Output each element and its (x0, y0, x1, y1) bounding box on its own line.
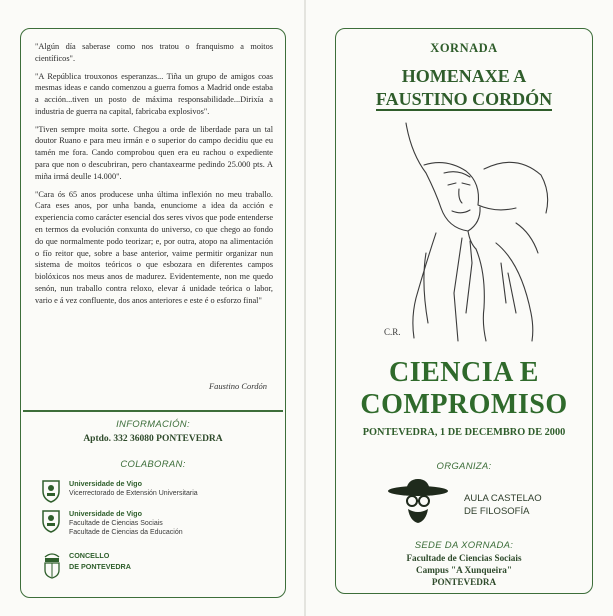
info-address: Aptdo. 332 36080 PONTEVEDRA (83, 434, 223, 444)
event-date: PONTEVEDRA, 1 DE DECEMBRO DE 2000 (362, 427, 566, 438)
quotes-block (35, 41, 273, 312)
collaborator-1-line-1: Vicerrectorado de Extensión Universitaria (69, 489, 198, 497)
venue-address (336, 553, 592, 588)
organizer-line-2: DE FILOSOFÍA (464, 505, 530, 517)
right-panel (335, 28, 593, 594)
collaborator-3-name: CONCELLO (69, 551, 110, 560)
collaborator-2-line-2: Facultade de Ciencias da Educación (69, 528, 183, 536)
page-fold (304, 0, 306, 616)
collaborator-1-name: Universidade de Vigo (69, 479, 142, 488)
venue-line-2: Campus "A Xunqueira" (416, 564, 512, 575)
organizer-label: ORGANIZA: (436, 461, 492, 472)
event-label: XORNADA (430, 41, 498, 55)
homage-title (336, 65, 592, 110)
castelao-hat-icon (386, 477, 450, 527)
quote-1: "Algún día saberase como nos tratou o franquismo a moitos científicos". (35, 42, 273, 63)
venue-label: SEDE DA XORNADA: (414, 540, 514, 551)
main-title (336, 357, 592, 421)
main-title-line-2: COMPROMISO (360, 388, 568, 420)
info-label: INFORMACIÓN: (116, 419, 190, 430)
quote-signature: Faustino Cordón (208, 381, 267, 391)
collaborator-3 (69, 551, 131, 573)
collaborator-2-line-1: Facultade de Ciencias Sociais (69, 519, 163, 527)
main-title-line-1: CIENCIA E (389, 357, 539, 388)
venue-line-1: Facultade de Ciencias Sociais (406, 553, 522, 563)
left-panel (20, 28, 286, 598)
collaborator-2 (69, 509, 183, 537)
venue-line-3: PONTEVEDRA (431, 576, 497, 587)
university-shield-icon (41, 479, 61, 503)
portrait-sketch (366, 113, 566, 343)
homage-line-1: HOMENAXE A (401, 66, 527, 86)
collaborator-1 (69, 479, 198, 499)
quote-4: "Cara ós 65 anos producese unha última inflexión no meu traballo. Cara eses anos, por unha banda, enunciome a idea da acción e experiencia como carácter esencial dos seres vivos que pode entenderse en termos da evolución conxunta do universo, co que chego ao fondo do que normalmente podo teorizar; e, por outra, atopo na alimentación o fío reitor que, sobre a base anterior, vaime permitir organizar nun sistema de moitos teóricos o que esbozara en diferentes campos biolóxicos nos meus anos de madurez. Evidentemente, non me quedo senón, nun traballo contra reloxo, elevar á unidade teórica o labor, vario e á vez confluente, dos anos anteriores e este é o esforzo final" (35, 189, 273, 305)
divider (23, 410, 283, 412)
collaborator-3-line-1: DE PONTEVEDRA (69, 561, 131, 571)
collaborator-2-name: Universidade de Vigo (69, 509, 142, 518)
collaborators-label: COLABORAN: (120, 459, 186, 470)
university-shield-icon (41, 509, 61, 533)
homage-line-2: FAUSTINO CORDÓN (375, 88, 553, 109)
sketch-initials: C.R. (384, 327, 401, 337)
organizer-name (464, 493, 542, 519)
organizer-line-1: AULA CASTELAO (464, 493, 542, 504)
quote-2: "A República trouxonos esperanzas... Tiña un grupo de amigos coas mesmas ideas e cando comenzou a guerra fomos a Madrid onde estaba a acción...tiven un posto de máxima responsabilidade...Dirixía a industria de guerra na capital, fabricaba explosivos". (35, 71, 273, 116)
city-crest-icon (41, 551, 63, 579)
quote-3: "Tiven sempre moita sorte. Chegou a orde de liberdade para un tal doutor Ruano e para meu irmán e o superior do campo decidiu que eu tamén me fora. Cando comprobou quen era eu rachou o expediente para que non o descubriran, pero chantaxearme pedindo 25.000 pts. A miña irmá deulle 14.000". (35, 124, 273, 181)
